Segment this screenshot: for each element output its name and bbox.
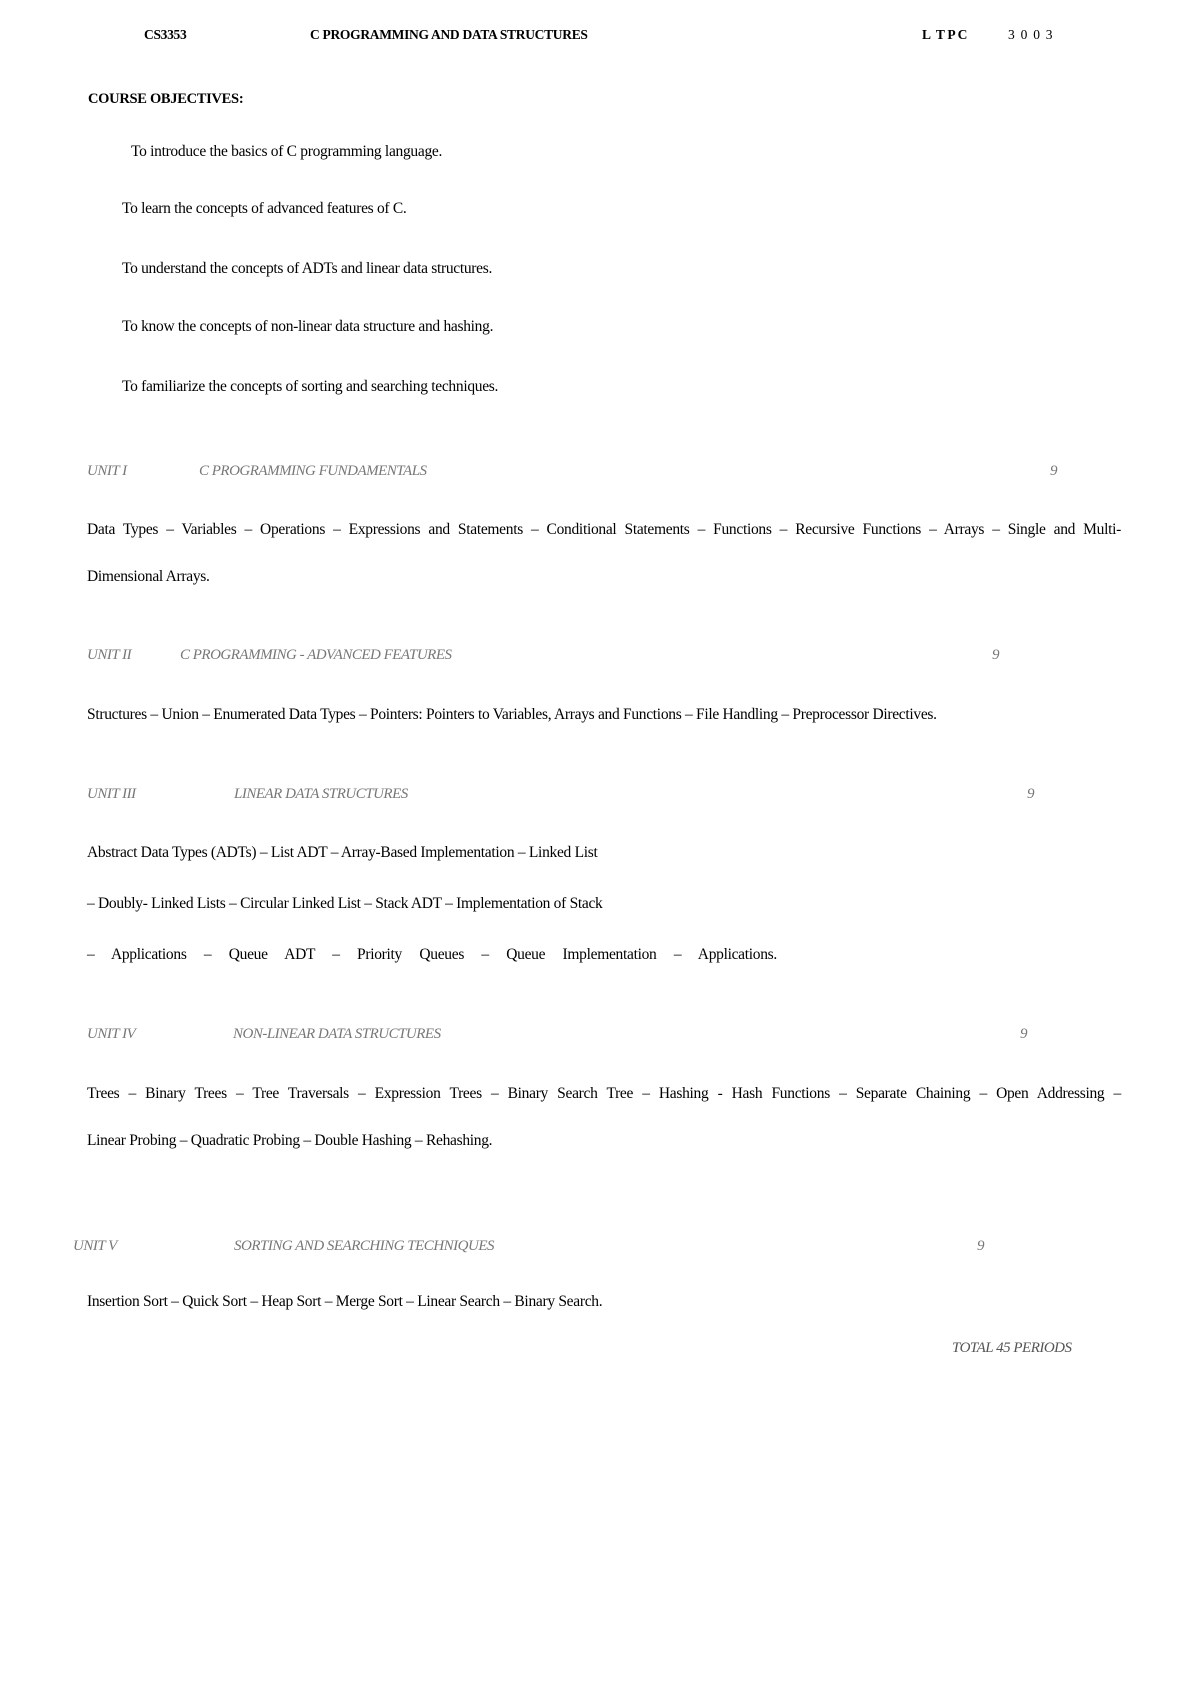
unit-content-line: – Applications – Queue ADT – Priority Queues – Queue Implementation – Applications.: [87, 946, 777, 963]
unit-content-line: Linear Probing – Quadratic Probing – Double Hashing – Rehashing.: [87, 1132, 493, 1149]
unit-title: NON-LINEAR DATA STRUCTURES: [233, 1026, 441, 1042]
total-periods: TOTAL 45 PERIODS: [952, 1340, 1072, 1356]
objective-item: To familiarize the concepts of sorting and searching techniques.: [122, 378, 499, 395]
unit-periods: 9: [1027, 786, 1034, 802]
unit-label: UNIT IV: [87, 1026, 136, 1042]
unit-title: LINEAR DATA STRUCTURES: [234, 786, 408, 802]
unit-content-line: Dimensional Arrays.: [87, 568, 210, 585]
unit-content-line: Data Types – Variables – Operations – Expressions and Statements – Conditional Statements – Functions – Recursive Functions – Arrays – Single and Multi-: [87, 521, 1121, 538]
unit-title: C PROGRAMMING FUNDAMENTALS: [199, 463, 427, 479]
unit-content-line: Structures – Union – Enumerated Data Types – Pointers: Pointers to Variables, Arrays and Functions – File Handling – Preprocessor Directives.: [87, 706, 937, 723]
unit-periods: 9: [1020, 1026, 1027, 1042]
unit-content-line: Insertion Sort – Quick Sort – Heap Sort – Merge Sort – Linear Search – Binary Search.: [87, 1293, 603, 1310]
objectives-heading: COURSE OBJECTIVES:: [88, 91, 244, 107]
unit-periods: 9: [992, 647, 999, 663]
ltpc-label: L T P C: [922, 27, 968, 42]
ltpc-values: 3 0 0 3: [1008, 27, 1053, 42]
objective-item: To introduce the basics of C programming language.: [131, 143, 443, 160]
objective-item: To understand the concepts of ADTs and linear data structures.: [122, 260, 493, 277]
unit-content-line: Abstract Data Types (ADTs) – List ADT – Array-Based Implementation – Linked List: [87, 844, 598, 861]
objective-item: To learn the concepts of advanced features of C.: [122, 200, 407, 217]
objective-item: To know the concepts of non-linear data structure and hashing.: [122, 318, 494, 335]
unit-label: UNIT I: [87, 463, 127, 479]
unit-content-line: – Doubly- Linked Lists – Circular Linked List – Stack ADT – Implementation of Stack: [87, 895, 603, 912]
unit-title: C PROGRAMMING - ADVANCED FEATURES: [180, 647, 452, 663]
unit-label: UNIT III: [87, 786, 136, 802]
course-title: C PROGRAMMING AND DATA STRUCTURES: [310, 27, 588, 42]
unit-label: UNIT II: [87, 647, 132, 663]
course-code: CS3353: [144, 27, 187, 42]
unit-label: UNIT V: [73, 1238, 117, 1254]
unit-content-line: Trees – Binary Trees – Tree Traversals – Expression Trees – Binary Search Tree – Hashing - Hash Functions – Separate Chaining – Open Addressing –: [87, 1085, 1121, 1102]
unit-periods: 9: [1050, 463, 1057, 479]
unit-periods: 9: [977, 1238, 984, 1254]
unit-title: SORTING AND SEARCHING TECHNIQUES: [234, 1238, 494, 1254]
